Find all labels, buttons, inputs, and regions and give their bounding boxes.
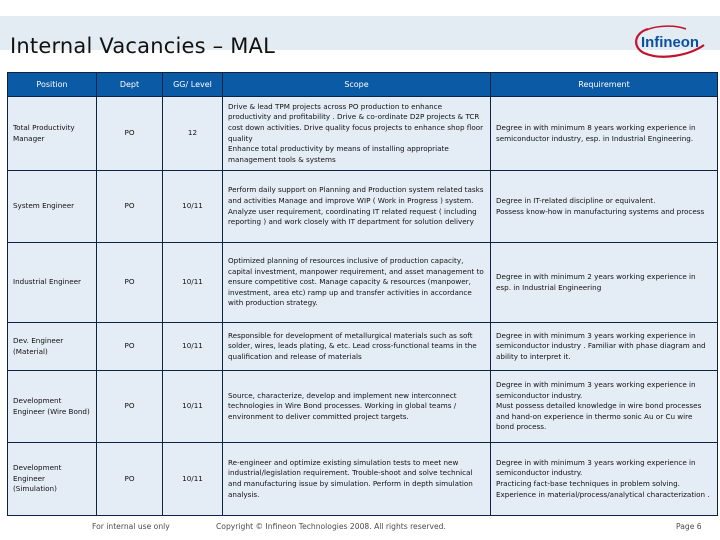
- table-row: [8, 243, 718, 323]
- cell-scope: Source, characterize, develop and implement new interconnect technologies in Wire Bond processes. Working in global teams / environment to deliver committed project targets.: [223, 371, 491, 443]
- vacancies-table: [7, 72, 718, 516]
- cell-dept: PO: [97, 171, 163, 243]
- cell-level: 10/11: [163, 443, 223, 516]
- table-row: [8, 443, 718, 516]
- column-header-requirement: Requirement: [491, 73, 718, 97]
- cell-scope: Re-engineer and optimize existing simulation tests to meet new industrial/legislation requirement. Trouble-shoot and solve technical and manufacturing issue by simulation. Perform in depth simulation analysis.: [223, 443, 491, 516]
- cell-position: System Engineer: [8, 171, 97, 243]
- cell-requirement: Degree in IT-related discipline or equivalent. Possess know-how in manufacturing systems and process: [491, 171, 718, 243]
- cell-requirement: Degree in with minimum 8 years working experience in semiconductor industry, esp. in Industrial Engineering.: [491, 97, 718, 171]
- column-header-dept: Dept: [97, 73, 163, 97]
- cell-requirement: Degree in with minimum 3 years working experience in semiconductor industry. Must possess detailed knowledge in wire bond processes and hand-on experience in thermo sonic Au or Cu wire bond process.: [491, 371, 718, 443]
- cell-level: 10/11: [163, 171, 223, 243]
- table-row: [8, 97, 718, 171]
- cell-scope: Drive & lead TPM projects across PO production to enhance productivity and profitability . Drive & co-ordinate D2P projects & TCR cost down activities. Drive quality focus projects to enhance shop floor quality Enhance total productivity by means of installing appropriate management tools & systems: [223, 97, 491, 171]
- cell-dept: PO: [97, 323, 163, 371]
- cell-dept: PO: [97, 97, 163, 171]
- footer-classification: For internal use only: [92, 522, 170, 531]
- cell-requirement: Degree in with minimum 3 years working experience in semiconductor industry. Practicing fact-base techniques in problem solving. Experience in material/process/analytical characterization .: [491, 443, 718, 516]
- page-title: Internal Vacancies – MAL: [10, 34, 276, 58]
- cell-scope: Optimized planning of resources inclusive of production capacity, capital investment, manpower requirement, and asset management to ensure competitive cost. Manage capacity & resources (manpower, investment, area etc) ramp up and transfer activities in accordance with production strategy.: [223, 243, 491, 323]
- cell-scope: Responsible for development of metallurgical materials such as soft solder, wires, leads plating, & etc. Lead cross-functional teams in the qualification and release of materials: [223, 323, 491, 371]
- cell-position: Total Productivity Manager: [8, 97, 97, 171]
- cell-level: 10/11: [163, 371, 223, 443]
- column-header-level: GG/ Level: [163, 73, 223, 97]
- cell-dept: PO: [97, 243, 163, 323]
- cell-position: Development Engineer (Simulation): [8, 443, 97, 516]
- table-row: [8, 371, 718, 443]
- cell-level: 12: [163, 97, 223, 171]
- cell-requirement: Degree in with minimum 3 years working experience in semiconductor industry . Familiar with phase diagram and ability to interpret it.: [491, 323, 718, 371]
- infineon-logo: [628, 23, 708, 59]
- column-header-scope: Scope: [223, 73, 491, 97]
- cell-dept: PO: [97, 371, 163, 443]
- cell-position: Industrial Engineer: [8, 243, 97, 323]
- cell-scope: Perform daily support on Planning and Production system related tasks and activities Manage and improve WIP ( Work in Progress ) system. Analyze user requirement, coordinating IT related request ( including reporting ) and work closely with IT department for solution delivery: [223, 171, 491, 243]
- footer-page-number: Page 6: [676, 522, 702, 531]
- table-row: [8, 171, 718, 243]
- footer-copyright: Copyright © Infineon Technologies 2008. All rights reserved.: [216, 522, 446, 531]
- table-header-row: [8, 73, 718, 97]
- cell-position: Dev. Engineer (Material): [8, 323, 97, 371]
- logo-swoosh-icon: [628, 23, 708, 59]
- cell-level: 10/11: [163, 243, 223, 323]
- table-row: [8, 323, 718, 371]
- cell-requirement: Degree in with minimum 2 years working experience in esp. in Industrial Engineering: [491, 243, 718, 323]
- column-header-position: Position: [8, 73, 97, 97]
- cell-position: Development Engineer (Wire Bond): [8, 371, 97, 443]
- cell-level: 10/11: [163, 323, 223, 371]
- cell-dept: PO: [97, 443, 163, 516]
- logo-text: Infineon: [641, 34, 699, 51]
